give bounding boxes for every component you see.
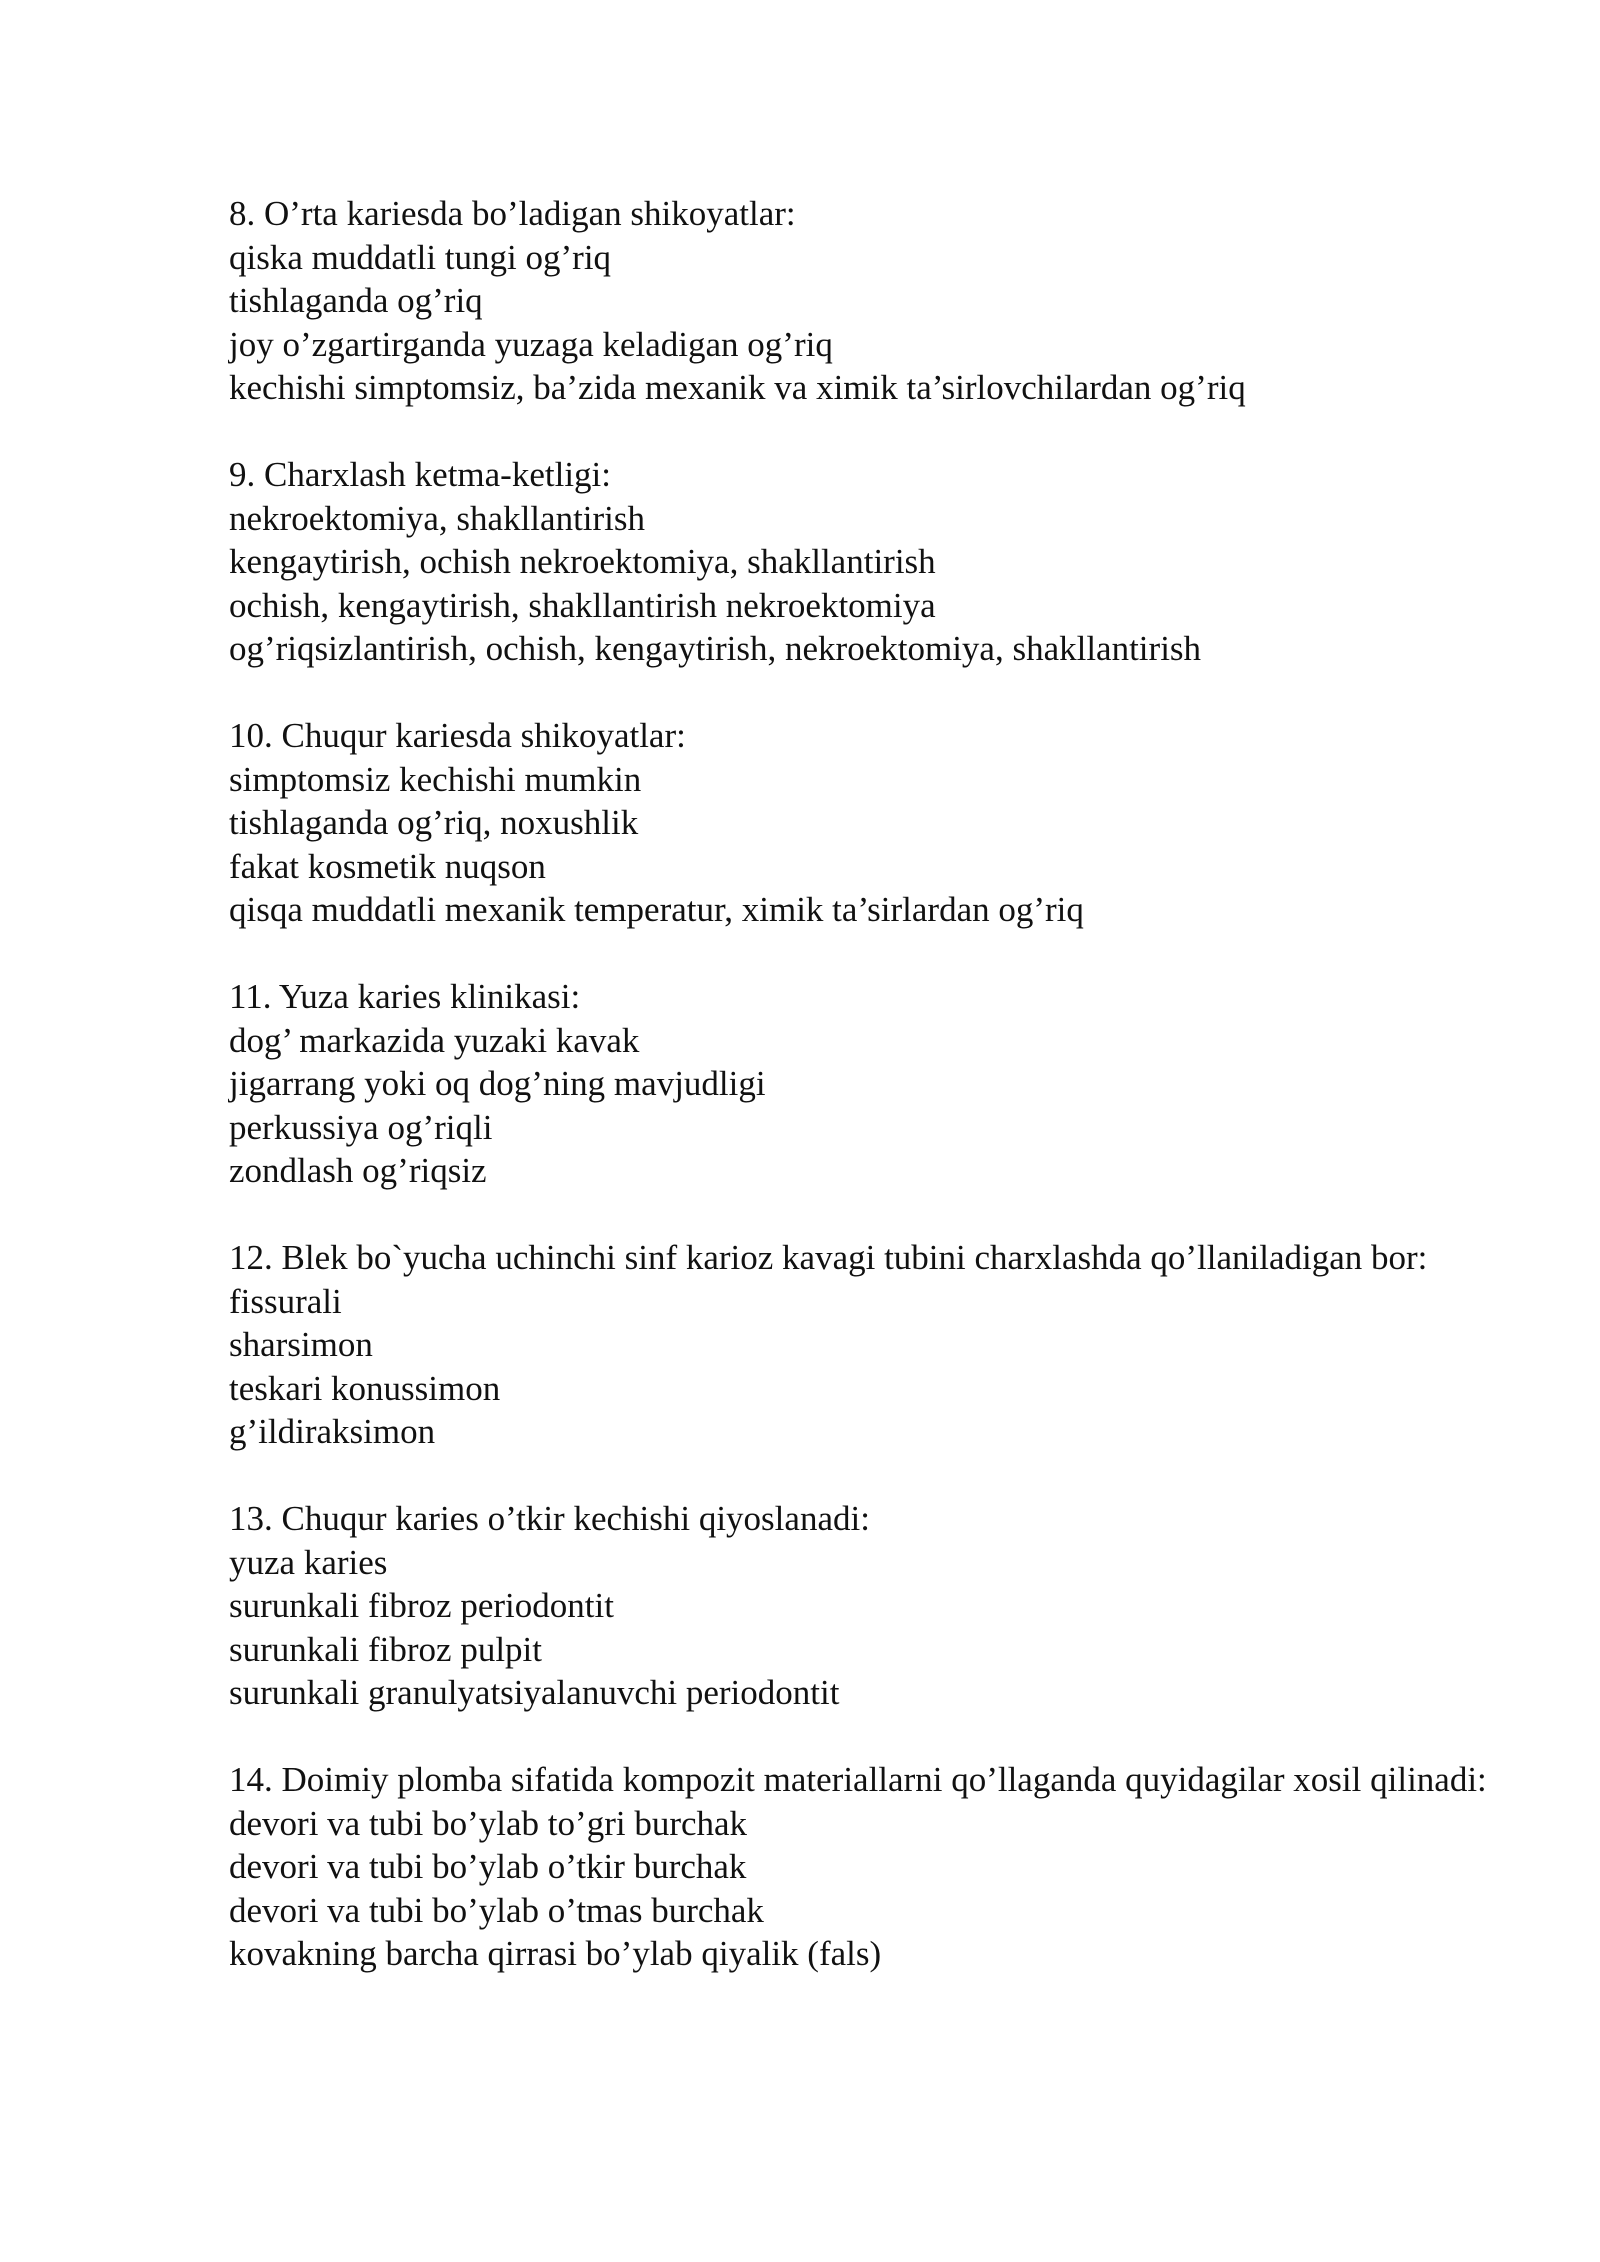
answer-option: qisqa muddatli mexanik temperatur, ximik ta’sirlardan og’riq: [229, 890, 1084, 929]
question-title: 8. O’rta kariesda bo’ladigan shikoyatlar:: [229, 194, 796, 233]
answer-option: tishlaganda og’riq, noxushlik: [229, 803, 639, 842]
answer-option: surunkali fibroz periodontit: [229, 1586, 614, 1625]
answer-option: surunkali granulyatsiyalanuvchi periodontit: [229, 1673, 840, 1712]
question-12: [229, 1236, 1489, 1454]
answer-option: zondlash og’riqsiz: [229, 1151, 487, 1190]
question-10: [229, 714, 1489, 932]
question-title: 14. Doimiy plomba sifatida kompozit materiallarni qo’llaganda quyidagilar xosil qilinadi:: [229, 1760, 1487, 1799]
answer-option: yuza karies: [229, 1542, 388, 1582]
answer-option: jigarrang yoki oq dog’ning mavjudligi: [229, 1064, 766, 1103]
question-title: 10. Chuqur kariesda shikoyatlar:: [229, 716, 686, 755]
answer-option: devori va tubi bo’ylab o’tkir burchak: [229, 1847, 747, 1886]
answer-option: perkussiya og’riqli: [229, 1107, 493, 1147]
answer-option: devori va tubi bo’ylab to’gri burchak: [229, 1803, 748, 1843]
answer-option: sharsimon: [229, 1325, 373, 1364]
answer-option: kechishi simptomsiz, ba’zida mexanik va ximik ta’sirlovchilardan og’riq: [229, 368, 1246, 407]
document-page: [229, 192, 1489, 2019]
answer-option: fissurali: [229, 1281, 342, 1321]
answer-option: qiska muddatli tungi og’riq: [229, 237, 612, 277]
answer-option: nekroektomiya, shakllantirish: [229, 498, 646, 538]
question-title: 12. Blek bo`yucha uchinchi sinf karioz kavagi tubini charxlashda qo’llaniladigan bor:: [229, 1238, 1428, 1277]
answer-option: g’ildiraksimon: [229, 1412, 436, 1451]
answer-option: surunkali fibroz pulpit: [229, 1629, 543, 1669]
answer-option: og’riqsizlantirish, ochish, kengaytirish, nekroektomiya, shakllantirish: [229, 629, 1202, 668]
answer-option: kengaytirish, ochish nekroektomiya, shakllantirish: [229, 542, 936, 581]
answer-option: joy o’zgartirganda yuzaga keladigan og’riq: [229, 324, 833, 364]
answer-option: teskari konussimon: [229, 1368, 501, 1408]
question-9: [229, 453, 1489, 671]
answer-option: simptomsiz kechishi mumkin: [229, 759, 642, 799]
question-13: [229, 1497, 1489, 1715]
question-title: 13. Chuqur karies o’tkir kechishi qiyoslanadi:: [229, 1499, 870, 1538]
answer-option: fakat kosmetik nuqson: [229, 846, 546, 886]
question-8: [229, 192, 1489, 410]
answer-option: kovakning barcha qirrasi bo’ylab qiyalik (fals): [229, 1934, 882, 1973]
answer-option: dog’ markazida yuzaki kavak: [229, 1020, 640, 1060]
question-title: 9. Charxlash ketma-ketligi:: [229, 455, 611, 494]
question-title: 11. Yuza karies klinikasi:: [229, 977, 581, 1016]
answer-option: devori va tubi bo’ylab o’tmas burchak: [229, 1890, 764, 1930]
answer-option: ochish, kengaytirish, shakllantirish nekroektomiya: [229, 585, 936, 625]
answer-option: tishlaganda og’riq: [229, 281, 483, 320]
question-14: [229, 1758, 1489, 1976]
question-11: [229, 975, 1489, 1193]
